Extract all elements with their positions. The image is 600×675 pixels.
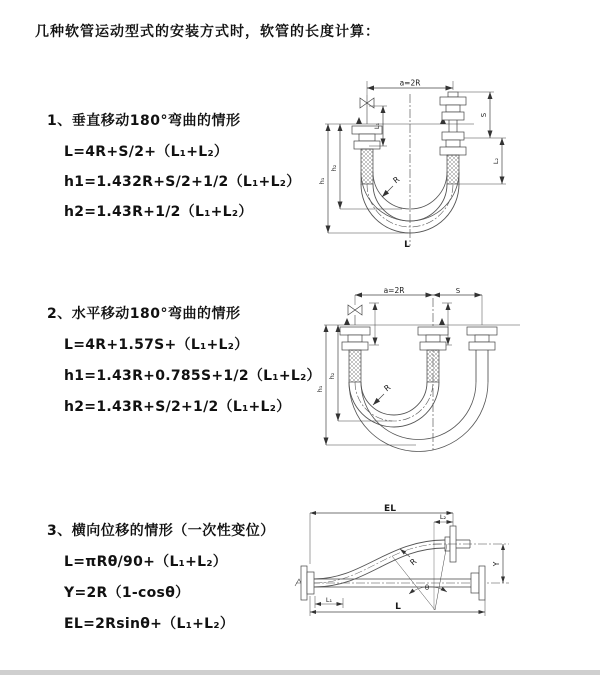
section-1-formula-L: L=4R+S/2+（L₁+L₂） [64,144,229,160]
flange-assembly-left [340,327,370,350]
angle-construction [392,544,447,610]
dim-label-s: S [455,287,461,295]
hose-u-curves-pos2 [349,382,488,452]
page-bottom-edge [0,670,600,675]
braided-hose-left [361,149,373,184]
flange-right [471,566,485,600]
radius-label: R [382,382,393,394]
section-3-heading: 3、横向位移的情形（一次性变位） [47,523,275,539]
section-3-formula-L: L=πRθ/90+（L₁+L₂） [64,554,228,570]
hose-s-curve [314,540,445,587]
dim-label-h2: h₂ [330,164,338,172]
diagram-lateral-displacement [293,500,593,640]
diagram-horizontal-180-bend [312,286,597,456]
braided-hose-left [349,350,361,382]
section-1-heading: 1、垂直移动180°弯曲的情形 [47,113,241,129]
dim-label-a2r: a=2R [383,286,405,295]
braided-hose-middle [427,350,439,382]
dim-label-h1: h₁ [318,177,326,185]
dim-label-l1: L₁ [325,596,333,604]
dim-label-l2: L₂ [492,157,500,165]
diagram2-linework [324,295,520,452]
diagram-vertical-180-bend [312,76,525,252]
section-3-formula-EL: EL=2Rsinθ+（L₁+L₂） [64,616,235,632]
section-2-formula-L: L=4R+1.57S+（L₁+L₂） [64,337,249,353]
dim-label-l1: L₁ [373,122,381,130]
valve-symbol [348,305,362,325]
angle-label: θ [424,584,430,592]
page-title: 几种软管运动型式的安装方式时，软管的长度计算： [35,24,380,40]
dim-label-el: EL [384,504,396,514]
dim-label-h1: h₁ [316,385,324,393]
dim-label-h2: h₂ [328,372,336,380]
section-1-formula-h2: h2=1.43R+1/2（L₁+L₂） [64,204,253,220]
radius-label: R [408,556,419,568]
hose-u-curves-pos1 [349,382,439,427]
dim-label-a2r: a=2R [399,78,421,88]
dim-label-l2: L₂ [439,513,447,521]
braided-hose-right [447,155,459,184]
flange-left [301,566,314,600]
section-2-formula-h1: h1=1.43R+0.785S+1/2（L₁+L₂） [64,368,321,384]
length-label: L [404,240,410,250]
radius-label: R [391,174,402,186]
valve-symbol [360,95,374,124]
flange-assembly-middle [418,327,448,350]
dim-label-s: S [480,112,488,118]
diagram1-linework [325,78,506,246]
length-label: L [395,602,401,612]
dim-label-y: Y [492,561,501,567]
section-2-heading: 2、水平移动180°弯曲的情形 [47,306,241,322]
section-1-formula-h1: h1=1.432R+S/2+1/2（L₁+L₂） [64,174,301,190]
section-3-formula-Y: Y=2R（1-cosθ） [64,585,190,601]
flange-assembly-shifted [467,327,497,350]
section-2-formula-h2: h2=1.43R+S/2+1/2（L₁+L₂） [64,399,291,415]
